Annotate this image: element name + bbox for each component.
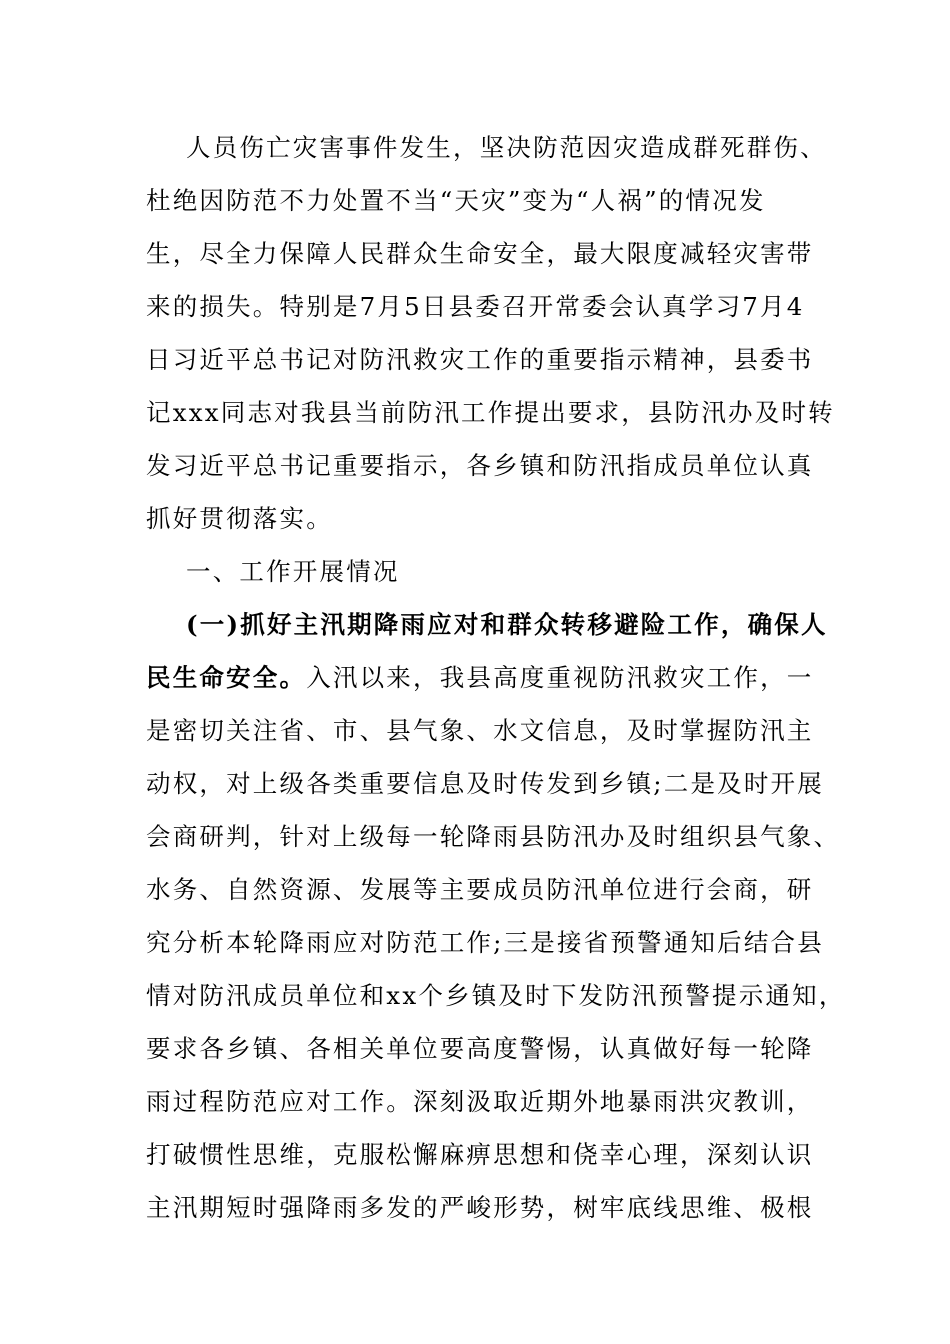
subsection-heading: (一)抓好主汛期降雨应对和群众转移避险工作，确保人 [186,610,828,639]
paragraph-line: 是密切关注省、市、县气象、水文信息，及时掌握防汛主 [146,716,814,745]
paragraph-line [146,658,814,698]
paragraph-line: 生，尽全力保障人民群众生命安全，最大限度减轻灾害带 [146,239,814,268]
paragraph-line: 雨过程防范应对工作。深刻汲取近期外地暴雨洪灾教训， [146,1087,814,1116]
paragraph-line: 情对防汛成员单位和xx个乡镇及时下发防汛预警提示通知， [146,981,846,1010]
paragraph-line: 会商研判，针对上级每一轮降雨县防汛办及时组织县气象、 [146,822,841,851]
paragraph-line: 打破惯性思维，克服松懈麻痹思想和侥幸心理，深刻认识 [146,1140,814,1169]
subsection-heading-end: 民生命安全。 [146,663,307,692]
paragraph-line: 记xxx同志对我县当前防汛工作提出要求，县防汛办及时转 [146,398,835,427]
paragraph-text: 入汛以来，我县高度重视防汛救灾工作，一 [306,663,814,692]
paragraph-line: 抓好贯彻落实。 [146,504,333,533]
paragraph-line: 来的损失。特别是7月5日县委召开常委会认真学习7月4 [146,292,805,321]
section-heading: 一、工作开展情况 [186,557,400,586]
paragraph-line: 动权，对上级各类重要信息及时传发到乡镇;二是及时开展 [146,769,824,798]
paragraph-line: 要求各乡镇、各相关单位要高度警惕，认真做好每一轮降 [146,1034,814,1063]
paragraph-line: 日习近平总书记对防汛救灾工作的重要指示精神，县委书 [146,345,814,374]
paragraph-line: 人员伤亡灾害事件发生，坚决防范因灾造成群死群伤、 [186,133,827,162]
paragraph-line: 究分析本轮降雨应对防范工作;三是接省预警通知后结合县 [146,928,824,957]
paragraph-line: 水务、自然资源、发展等主要成员防汛单位进行会商，研 [146,875,814,904]
paragraph-line: 主汛期短时强降雨多发的严峻形势，树牢底线思维、极根 [146,1193,814,1222]
paragraph-line: 杜绝因防范不力处置不当“天灾”变为“人祸”的情况发 [146,186,766,215]
paragraph-line: 发习近平总书记重要指示，各乡镇和防汛指成员单位认真 [146,451,814,480]
